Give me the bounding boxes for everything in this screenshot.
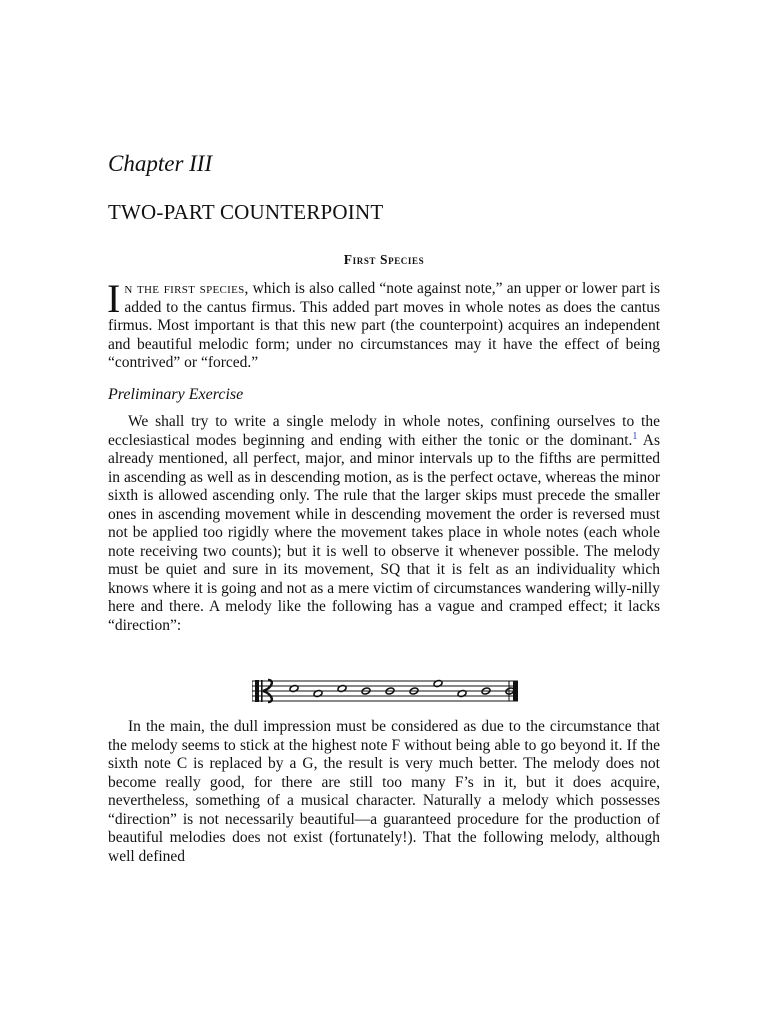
paragraph-2-text-a: We shall try to write a single melody in whole notes, confining ourselves to the ecclesiastical modes beginning and ending with either the tonic or the dominant. — [108, 413, 660, 449]
drop-cap: I — [107, 276, 121, 321]
paragraph-2-text-b: As already mentioned, all perfect, major, and minor intervals up to the fifths are permitted in ascending as well as in descending motion, as is the perfect octave, whereas the minor sixth is allowed ascending only. The rule that the larger skips must precede the smaller ones in ascending movement while in descending movement the order is reversed must not be applied too rigidly where the movement takes place in whole notes (each whole note receiving two counts); but it is well to observe it whenever possible. The melody must be quiet and sure in its movement, SQ that it is felt as an individuality which knows where it is going and not as a mere victim of circumstances wandering willy-nilly here and there. A melody like the following has a vague and cramped effect; it lacks “direction”: — [108, 431, 660, 634]
intro-lead-smallcaps: n the first species — [124, 280, 245, 297]
music-example — [252, 676, 522, 706]
intro-paragraph — [107, 276, 660, 373]
section-heading: First Species — [343, 252, 425, 267]
paragraph-3: In the main, the dull impression must be considered as due to the circumstance that the melody seems to stick at the highest note F without being able to go beyond it. If the sixth note C is replaced by a G, the result is very much better. The melody does not become really good, for there are still too many F’s in it, but it does acquire, nevertheless, something of a musical character. Naturally a melody which possesses “direction” is not necessarily beautiful—a guaranteed procedure for the production of beautiful melodies does not exist (fortunately!). That the following melody, although well defined — [108, 718, 660, 865]
chapter-title: TWO-PART COUNTERPOINT — [108, 200, 384, 224]
paragraph-2 — [108, 413, 660, 635]
music-staff — [252, 676, 522, 706]
footnote-link[interactable]: 1 — [632, 430, 638, 442]
chapter-label: Chapter III — [108, 151, 213, 176]
intro-text: , which is also called “note against note,” an upper or lower part is added to the cantus firmus. This added part moves in whole notes as does the cantus firmus. Most important is that this new part (the counterpoint) acquires an independent and beautiful melodic form; under no circumstances may it have the effect of being “contrived” or “forced.” — [108, 280, 660, 371]
subheading: Preliminary Exercise — [108, 386, 244, 403]
